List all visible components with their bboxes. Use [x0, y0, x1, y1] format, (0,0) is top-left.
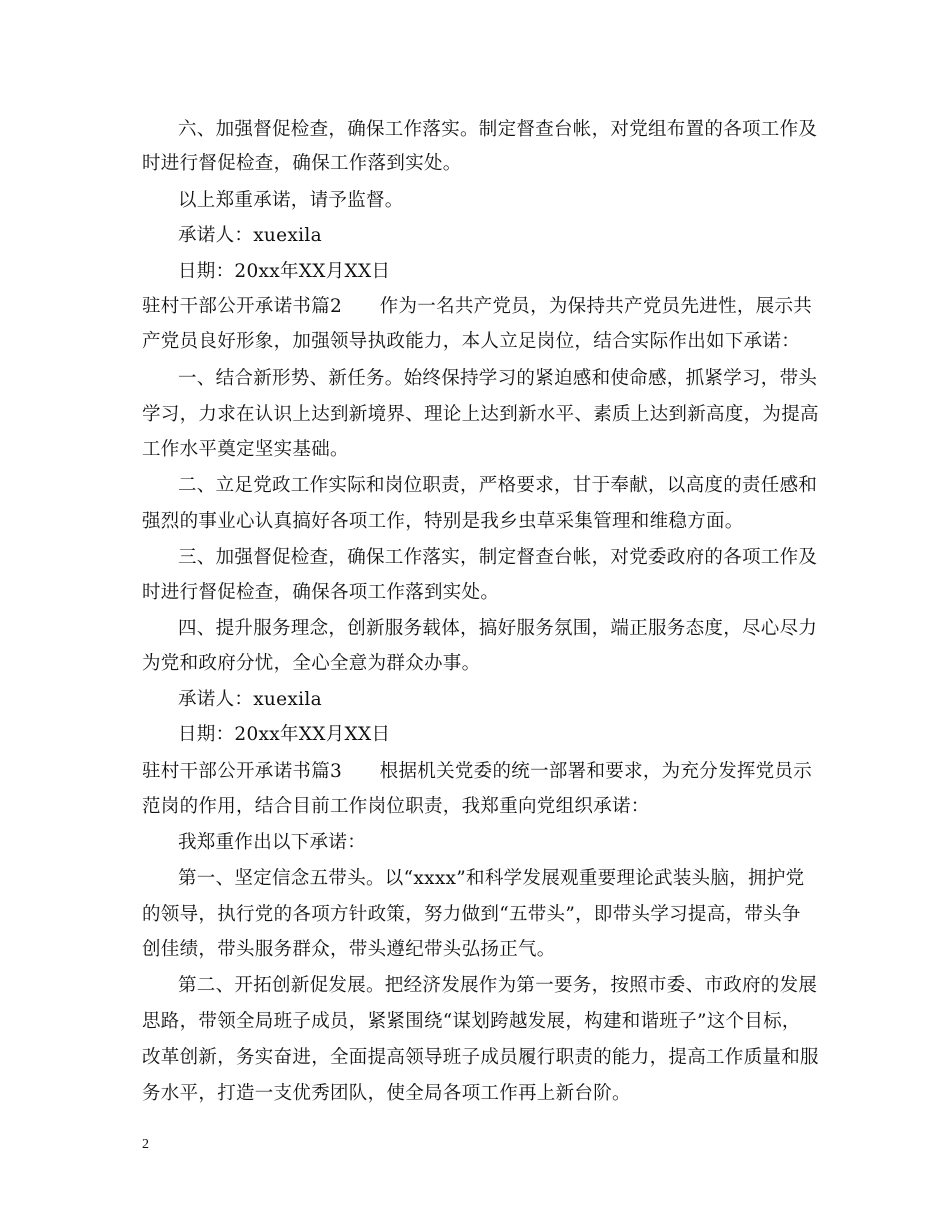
text-line: 范岗的作用，结合目前工作岗位职责，我郑重向党组织承诺：	[142, 796, 650, 817]
text-line: 二、立足党政工作实际和岗位职责，严格要求，甘于奉献，以高度的责任感和	[178, 475, 818, 496]
text-line: 产党员良好形象，加强领导执政能力，本人立足岗位，结合实际作出如下承诺：	[142, 331, 801, 352]
text-line: 承诺人：xuexila	[178, 225, 322, 246]
text-line: 三、加强督促检查，确保工作落实，制定督查台帐，对党委政府的各项工作及	[178, 547, 818, 568]
text-line: 务水平，打造一支优秀团队，使全局各项工作再上新台阶。	[142, 1083, 631, 1104]
text-line: 强烈的事业心认真搞好各项工作，特别是我乡虫草采集管理和维稳方面。	[142, 511, 744, 532]
text-line: 驻村干部公开承诺书篇3 根据机关党委的统一部署和要求，为充分发挥党员示	[142, 761, 813, 782]
text-line: 时进行督促检查，确保各项工作落到实处。	[142, 582, 500, 603]
text-line: 创佳绩，带头服务群众，带头遵纪带头弘扬正气。	[142, 939, 556, 960]
text-line: 日期：20xx年XX月XX日	[178, 724, 391, 745]
text-line: 思路，带领全局班子成员，紧紧围绕“谋划跨越发展，构建和谐班子”这个目标，	[142, 1011, 801, 1032]
text-line: 我郑重作出以下承诺：	[178, 832, 367, 853]
text-line: 第二、开拓创新促发展。把经济发展作为第一要务，按照市委、市政府的发展	[178, 975, 818, 996]
text-line: 为党和政府分忧，全心全意为群众办事。	[142, 653, 481, 674]
text-line: 时进行督促检查，确保工作落到实处。	[142, 153, 462, 174]
text-line: 学习，力求在认识上达到新境界、理论上达到新水平、素质上达到新高度，为提高	[142, 404, 819, 425]
text-line: 改革创新，务实奋进，全面提高领导班子成员履行职责的能力，提高工作质量和服	[142, 1047, 819, 1068]
text-line: 四、提升服务理念，创新服务载体，搞好服务氛围，端正服务态度，尽心尽力	[178, 618, 818, 639]
text-line: 日期：20xx年XX月XX日	[178, 261, 391, 282]
text-line: 驻村干部公开承诺书篇2 作为一名共产党员，为保持共产党员先进性，展示共	[142, 296, 813, 317]
text-line: 的领导，执行党的各项方针政策，努力做到“五带头”，即带头学习提高，带头争	[142, 904, 801, 925]
text-line: 六、加强督促检查，确保工作落实。制定督查台帐，对党组布置的各项工作及	[178, 119, 818, 140]
text-line: 一、结合新形势、新任务。始终保持学习的紧迫感和使命感，抓紧学习，带头	[178, 368, 818, 389]
text-line: 工作水平奠定坚实基础。	[142, 439, 349, 460]
text-line: 第一、坚定信念五带头。以“xxxx”和科学发展观重要理论武装头脑，拥护党	[178, 868, 805, 889]
page-number: 2	[142, 1137, 149, 1152]
text-line: 以上郑重承诺，请予监督。	[178, 190, 404, 211]
text-line: 承诺人：xuexila	[178, 689, 322, 710]
